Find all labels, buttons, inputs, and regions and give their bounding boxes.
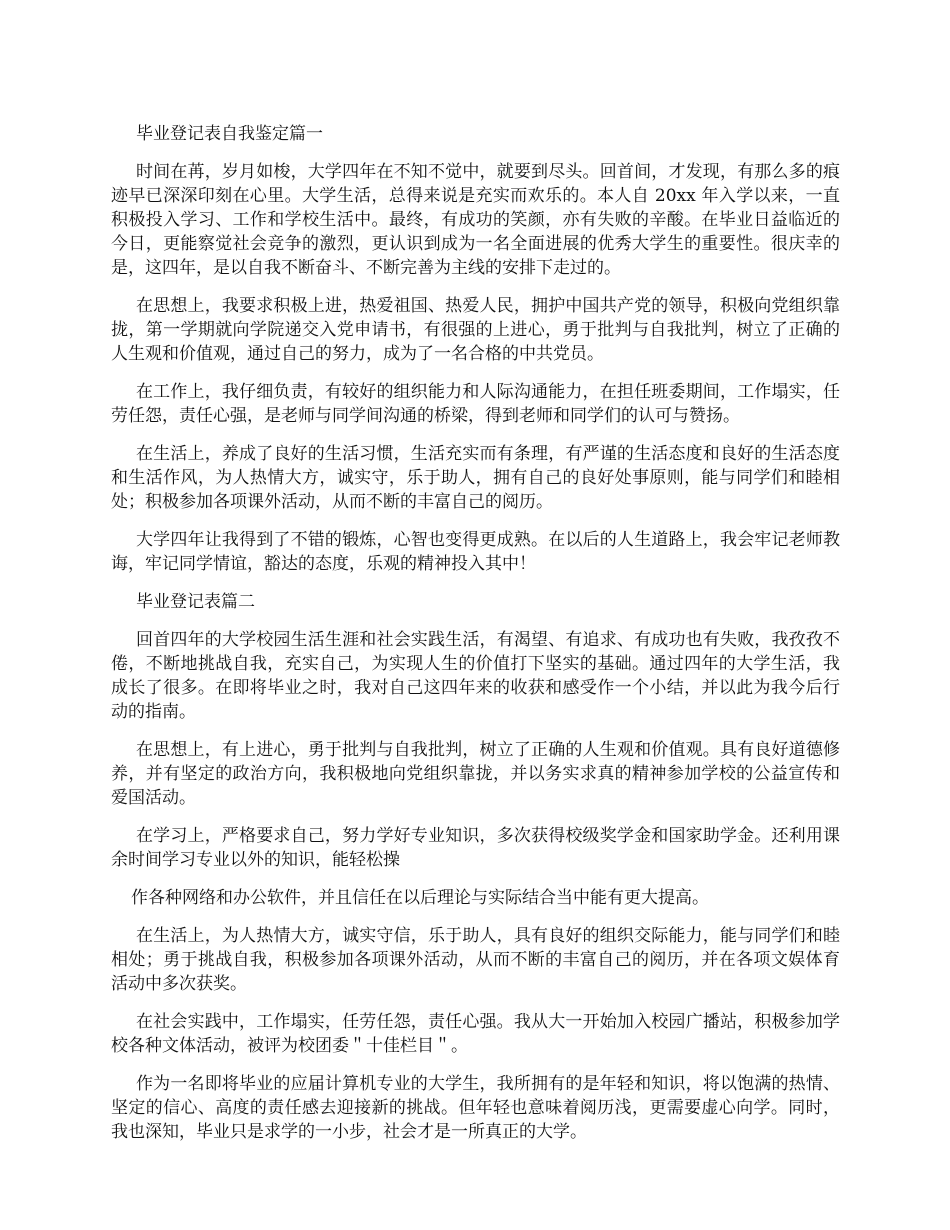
paragraph-1-2: 在思想上，我要求积极上进，热爱祖国、热爱人民，拥护中国共产党的领导，积极向党组织靠拢，第一学期就向学院递交入党申请书，有很强的上进心，勇于批判与自我批判，树立了正确的人生观和价值观，通过自己的努力，成为了一名合格的中共党员。 xyxy=(111,296,840,364)
section-heading-1: 毕业登记表自我鉴定篇一 xyxy=(136,124,323,144)
paragraph-2-2: 在思想上，有上进心，勇于批判与自我批判，树立了正确的人生观和价值观。具有良好道德修养，并有坚定的政治方向，我积极地向党组织靠拢，并以务实求真的精神参加学校的公益宣传和爱国活动。 xyxy=(111,740,840,808)
paragraph-1-4: 在生活上，养成了良好的生活习惯，生活充实而有条理，有严谨的生活态度和良好的生活态度和生活作风，为人热情大方，诚实守，乐于助人，拥有自己的良好处事原则，能与同学们和睦相处；积极参加各项课外活动，从而不断的丰富自己的阅历。 xyxy=(111,444,840,512)
paragraph-1-3: 在工作上，我仔细负责，有较好的组织能力和人际沟通能力，在担任班委期间，工作塌实，任劳任怨，责任心强，是老师与同学间沟通的桥梁，得到老师和同学们的认可与赞扬。 xyxy=(111,382,840,426)
paragraph-2-3-continued: 作各种网络和办公软件，并且信任在以后理论与实际结合当中能有更大提高。 xyxy=(131,888,709,908)
paragraph-2-3: 在学习上，严格要求自己，努力学好专业知识，多次获得校级奖学金和国家助学金。还利用课余时间学习专业以外的知识，能轻松操 xyxy=(111,826,840,870)
paragraph-2-4: 在生活上，为人热情大方，诚实守信，乐于助人，具有良好的组织交际能力，能与同学们和睦相处；勇于挑战自我，积极参加各项课外活动，从而不断的丰富自己的阅历，并在各项文娱体育活动中多次获奖。 xyxy=(111,926,840,994)
paragraph-1-1: 时间在苒，岁月如梭，大学四年在不知不觉中，就要到尽头。回首间，才发现，有那么多的痕迹早已深深印刻在心里。大学生活，总得来说是充实而欢乐的。本人自 20xx 年入学以来，一直积极投入学习、工作和学校生活中。最终，有成功的笑颜，亦有失败的辛酸。在毕业日益临近的今日，更能察觉社会竞争的激烈，更认识到成为一名全面进展的优秀大学生的重要性。很庆幸的是，这四年，是以自我不断奋斗、不断完善为主线的安排下走过的。 xyxy=(111,162,840,278)
paragraph-2-6: 作为一名即将毕业的应届计算机专业的大学生，我所拥有的是年轻和知识，将以饱满的热情、坚定的信心、高度的责任感去迎接新的挑战。但年轻也意味着阅历浅，更需要虚心向学。同时，我也深知，毕业只是求学的一小步，社会才是一所真正的大学。 xyxy=(111,1074,840,1142)
paragraph-1-5: 大学四年让我得到了不错的锻炼，心智也变得更成熟。在以后的人生道路上，我会牢记老师教诲，牢记同学情谊，豁达的态度，乐观的精神投入其中！ xyxy=(111,530,840,574)
paragraph-2-5: 在社会实践中，工作塌实，任劳任怨，责任心强。我从大一开始加入校园广播站，积极参加学校各种文体活动，被评为校团委＂十佳栏目＂。 xyxy=(111,1012,840,1056)
section-heading-2: 毕业登记表篇二 xyxy=(136,592,255,612)
paragraph-2-1: 回首四年的大学校园生活生涯和社会实践生活，有渴望、有追求、有成功也有失败，我孜孜不倦，不断地挑战自我，充实自己，为实现人生的价值打下坚实的基础。通过四年的大学生活，我成长了很多。在即将毕业之时，我对自己这四年来的收获和感受作一个小结，并以此为我今后行动的指南。 xyxy=(111,630,840,722)
